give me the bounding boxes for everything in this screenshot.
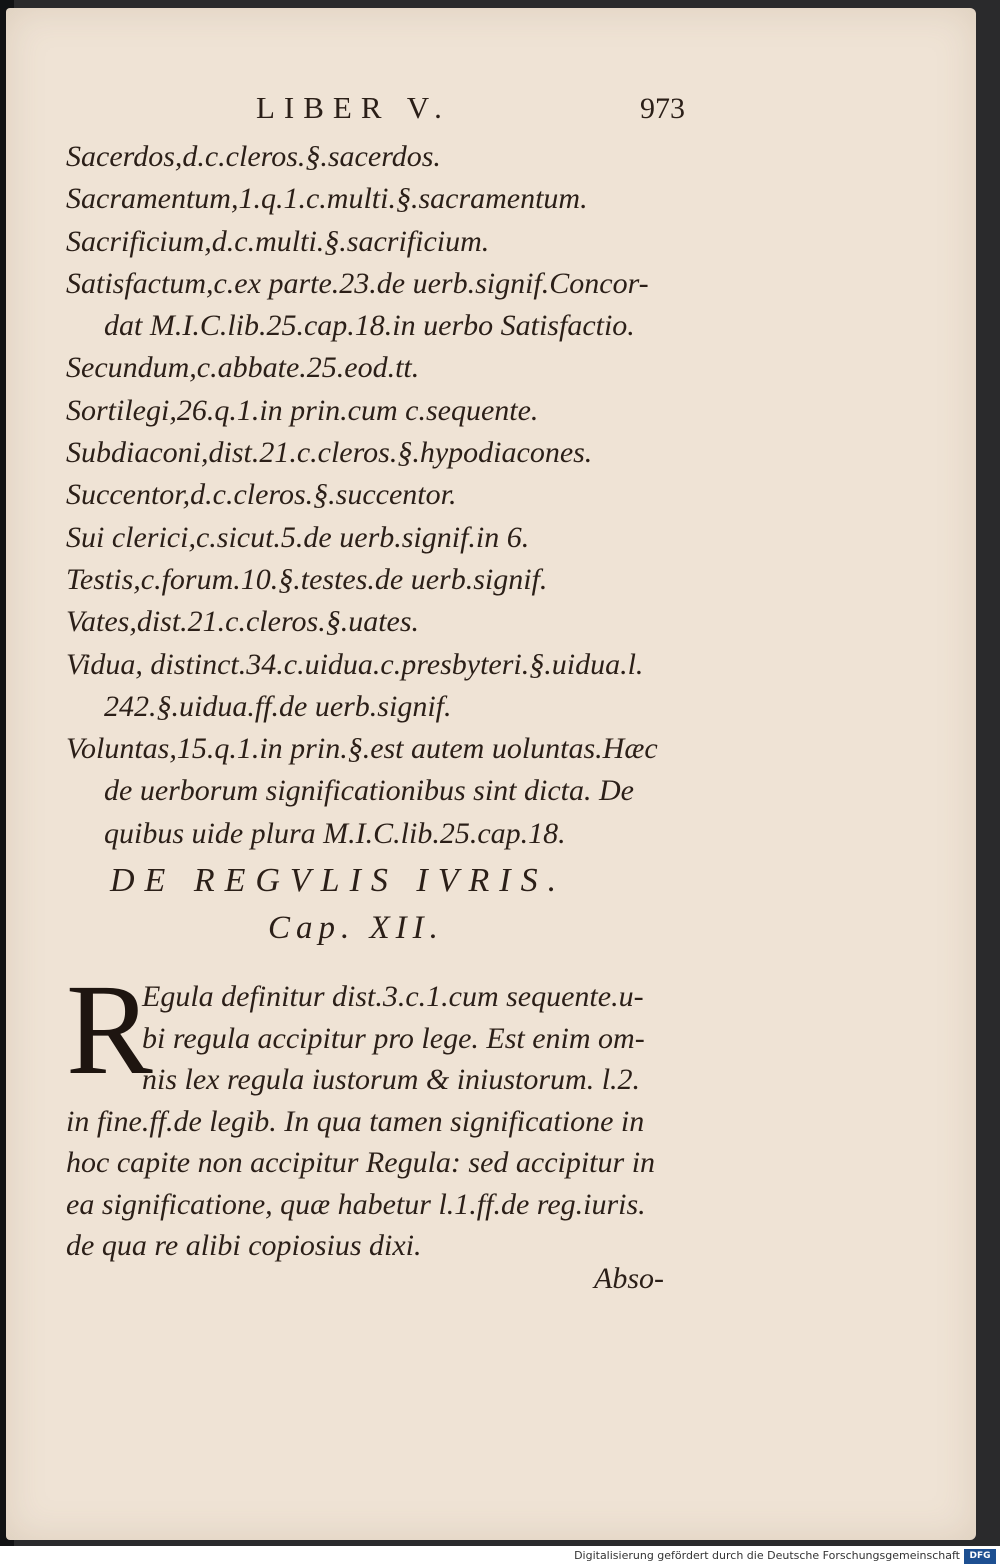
entry-continuation: 242.§.uidua.ff.de uerb.signif. — [104, 689, 452, 723]
body-line: ea significatione, quæ habetur l.1.ff.de reg.iuris. — [66, 1187, 646, 1221]
entry — [66, 432, 706, 474]
entry-line: Sui clerici,c.sicut.5.de uerb.signif.in 6. — [66, 520, 530, 554]
book-page — [6, 8, 976, 1540]
catchword: Abso- — [594, 1262, 664, 1295]
entry — [66, 474, 706, 516]
body-line: hoc capite non accipitur Regula: sed accipitur in — [66, 1146, 656, 1179]
footer-credit: Digitalisierung gefördert durch die Deutsche Forschungsgemeinschaft — [574, 1549, 960, 1562]
entry — [66, 178, 706, 220]
dfg-logo-icon: DFG — [964, 1549, 996, 1564]
running-head: LIBER V. — [256, 90, 451, 125]
digitization-footer — [0, 1546, 1000, 1568]
entry-line: Sacramentum,1.q.1.c.multi.§.sacramentum. — [66, 182, 588, 216]
entry-line: Vates,dist.21.c.cleros.§.uates. — [66, 605, 420, 639]
entry-list — [66, 136, 706, 855]
entry-line: Sacrificium,d.c.multi.§.sacrificium. — [66, 224, 490, 258]
entry — [66, 517, 706, 559]
folio-number: 973 — [640, 92, 685, 125]
entry — [66, 263, 706, 348]
entry — [66, 601, 706, 643]
entry-line: Subdiaconi,dist.21.c.cleros.§.hypodiacones. — [66, 436, 593, 470]
entry-line: Vidua, distinct.34.c.uidua.c.presbyteri.§.uidua.l. — [66, 647, 644, 681]
body-line: de qua re alibi copiosius dixi. — [66, 1229, 422, 1262]
entry — [66, 136, 706, 178]
entry-line: Sortilegi,26.q.1.in prin.cum c.sequente. — [66, 393, 539, 427]
entry-continuation: dat M.I.C.lib.25.cap.18.in uerbo Satisfactio. — [104, 309, 635, 343]
entry-line: Voluntas,15.q.1.in prin.§.est autem uoluntas.Hæc — [66, 732, 658, 766]
entry — [66, 221, 706, 263]
entry — [66, 390, 706, 432]
entry-line: Succentor,d.c.cleros.§.succentor. — [66, 478, 457, 512]
entry — [66, 347, 706, 389]
body-line: in fine.ff.de legib. In qua tamen significatione in — [66, 1104, 645, 1138]
entry — [66, 559, 706, 601]
entry-line: Testis,c.forum.10.§.testes.de uerb.signif. — [66, 562, 548, 596]
entry-continuation: de uerborum significationibus sint dicta. De — [104, 774, 634, 808]
entry-continuation: quibus uide plura M.I.C.lib.25.cap.18. — [104, 816, 566, 850]
body-line: nis lex regula iustorum & iniustorum. l.2. — [142, 1063, 641, 1096]
entry — [66, 644, 706, 729]
section-body — [66, 958, 706, 1267]
entry-line: Satisfactum,c.ex parte.23.de uerb.signif.Concor- — [66, 266, 649, 300]
body-line: Egula definitur dist.3.c.1.cum sequente.u- — [142, 980, 644, 1013]
chapter-label: Cap. XII. — [268, 910, 444, 946]
drop-cap: R — [66, 958, 153, 1102]
body-line: bi regula accipitur pro lege. Est enim om- — [142, 1021, 645, 1055]
entry-line: Sacerdos,d.c.cleros.§.sacerdos. — [66, 140, 441, 173]
entry-line: Secundum,c.abbate.25.eod.tt. — [66, 351, 420, 385]
entry — [66, 728, 706, 855]
section-heading: DE REGVLIS IVRIS. — [110, 862, 567, 899]
